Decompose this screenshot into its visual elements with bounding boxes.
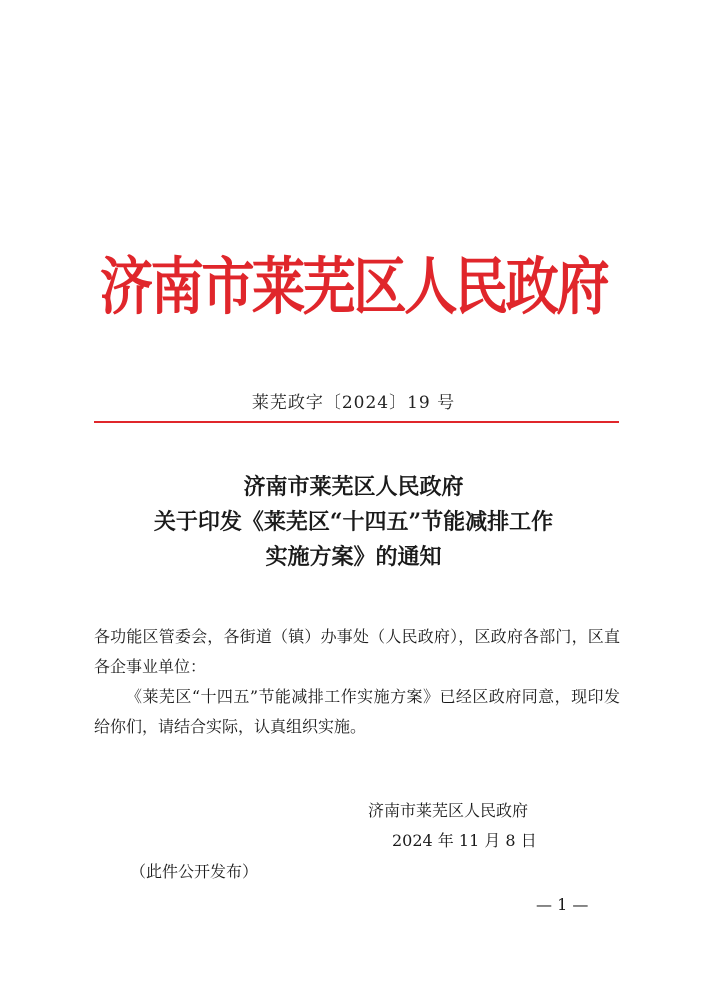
body-paragraph: 《莱芜区“十四五”节能减排工作实施方案》已经区政府同意，现印发给你们，请结合实际，认真组织实施。 [94, 687, 620, 736]
notice-title-line-2: 关于印发《莱芜区“十四五”节能减排工作 [153, 509, 554, 535]
notice-body [94, 622, 620, 742]
signature-block [368, 796, 608, 856]
document-number: 莱芜政字〔2024〕19 号 [251, 393, 456, 413]
notice-title-line-1: 济南市莱芜区人民政府 [243, 474, 464, 500]
page-number: — 1 — [536, 895, 589, 914]
notice-title-line-3: 实施方案》的通知 [265, 544, 442, 570]
notice-title [0, 470, 707, 575]
public-release-note: （此件公开发布） [130, 862, 259, 881]
recipients-paragraph: 各功能区管委会，各街道（镇）办事处（人民政府），区政府各部门，区直各企事业单位： [94, 627, 620, 676]
issuer-name: 济南市莱芜区人民政府 [368, 801, 529, 820]
masthead-title: 济南市莱芜区人民政府 [99, 250, 608, 323]
issue-date: 2024 年 11 月 8 日 [392, 831, 537, 850]
red-divider-line [94, 421, 619, 423]
